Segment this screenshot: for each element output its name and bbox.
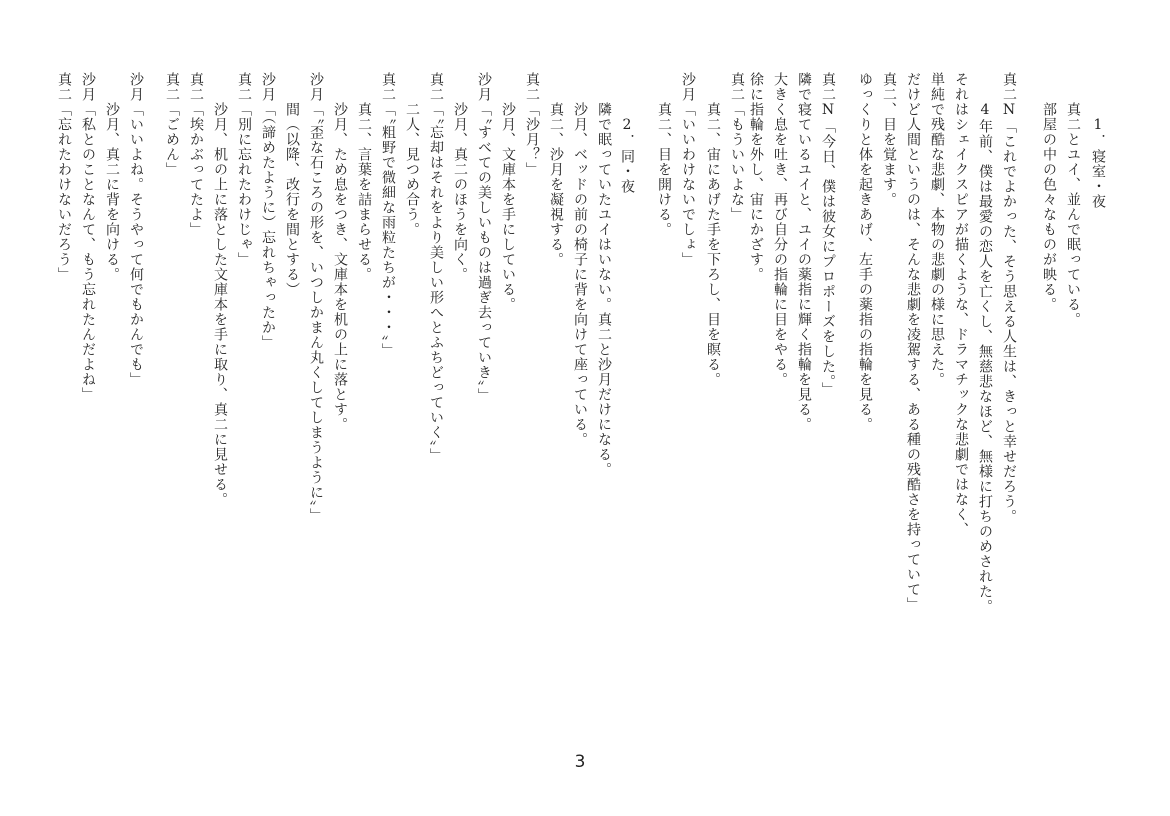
action-line: 徐に指輪を外し、宙にかざす。 bbox=[748, 72, 764, 282]
dialogue-line: 沙月「〝歪な石ころの形を、いつしかまん丸くしてしまうように〟」 bbox=[308, 72, 324, 523]
stage-direction-line: 間（以降、改行を間とする） bbox=[284, 102, 300, 297]
dialogue-line: 沙月「〝すべての美しいものは過ぎ去っていき〟」 bbox=[476, 72, 492, 403]
dialogue-line: 真二「ごめん」 bbox=[164, 72, 180, 177]
action-line: 真二、沙月を凝視する。 bbox=[548, 102, 564, 267]
dialogue-line: 真二N「これでよかった、そう思える人生は、きっと幸せだろう。 bbox=[1001, 72, 1017, 524]
action-line: 部屋の中の色々なものが映る。 bbox=[1041, 102, 1057, 312]
action-line: 隣で眠っていたユイはいない。真二と沙月だけになる。 bbox=[596, 102, 612, 477]
action-line: 大きく息を吐き、再び自分の指輪に目をやる。 bbox=[772, 72, 788, 387]
dialogue-line: 真二「もういいよな」 bbox=[729, 72, 745, 222]
action-line: 沙月、真二に背を向ける。 bbox=[104, 102, 120, 282]
dialogue-line: 4年前、僕は最愛の恋人を亡くし、無慈悲なほど、無様に打ちのめされた。 bbox=[977, 102, 993, 614]
dialogue-line: 単純で残酷な悲劇、本物の悲劇の様に思えた。 bbox=[929, 72, 945, 387]
dialogue-line: 真二「沙月？」 bbox=[524, 72, 540, 177]
action-line: 真二、目を覚ます。 bbox=[881, 72, 897, 207]
action-line: 隣で寝ているユイと、ユイの薬指に輝く指輪を見る。 bbox=[796, 72, 812, 432]
dialogue-line: 沙月「私とのことなんて、もう忘れたんだよね」 bbox=[80, 72, 96, 402]
action-line: 沙月、机の上に落とした文庫本を手に取り、真二に見せる。 bbox=[212, 102, 228, 507]
dialogue-line: 真二「埃かぶってたよ」 bbox=[188, 72, 204, 237]
action-line: 沙月、ベッドの前の椅子に背を向けて座っている。 bbox=[572, 102, 588, 447]
scene-heading-2: 2．同・夜 bbox=[619, 117, 635, 194]
action-line: ゆっくりと体を起きあげ、左手の薬指の指輪を見る。 bbox=[857, 72, 873, 432]
action-line: 沙月、文庫本を手にしている。 bbox=[500, 102, 516, 312]
action-line: 沙月、ため息をつき、文庫本を机の上に落とす。 bbox=[332, 102, 348, 432]
dialogue-line: 真二「忘れたわけないだろう」 bbox=[56, 72, 72, 282]
dialogue-line: 真二「〝粗野で微細な雨粒たちが・・・〟」 bbox=[380, 72, 396, 358]
action-line: 沙月、真二のほうを向く。 bbox=[452, 102, 468, 282]
dialogue-line: 沙月「（諦めたように）忘れちゃったか」 bbox=[260, 72, 276, 350]
page-number: 3 bbox=[574, 752, 586, 772]
dialogue-line: 沙月「いいよね。そうやって何でもかんでも」 bbox=[128, 72, 144, 387]
action-line: 真二、目を開ける。 bbox=[656, 102, 672, 237]
dialogue-line: それはシェイクスピアが描くような、ドラマチックな悲劇ではなく、 bbox=[953, 72, 969, 537]
action-line: 真二、宙にあげた手を下ろし、目を瞑る。 bbox=[705, 102, 721, 387]
dialogue-line: 真二「〝忘却はそれをより美しい形へとふちどっていく〟」 bbox=[428, 72, 444, 463]
action-line: 真二、言葉を詰まらせる。 bbox=[356, 102, 372, 282]
action-line: 二人、見つめ合う。 bbox=[404, 102, 420, 237]
dialogue-line: 真二N「今日、僕は彼女にプロポーズをした。」 bbox=[820, 72, 836, 397]
dialogue-line: 真二「別に忘れたわけじゃ」 bbox=[236, 72, 252, 267]
action-line: 真二とユイ、並んで眠っている。 bbox=[1065, 102, 1081, 327]
dialogue-line: 沙月「いいわけないでしょ」 bbox=[680, 72, 696, 267]
dialogue-line: だけど人間というのは、そんな悲劇を凌駕する、ある種の残酷さを持っていて」 bbox=[905, 72, 921, 612]
scene-heading-1: 1．寝室・夜 bbox=[1090, 117, 1106, 209]
